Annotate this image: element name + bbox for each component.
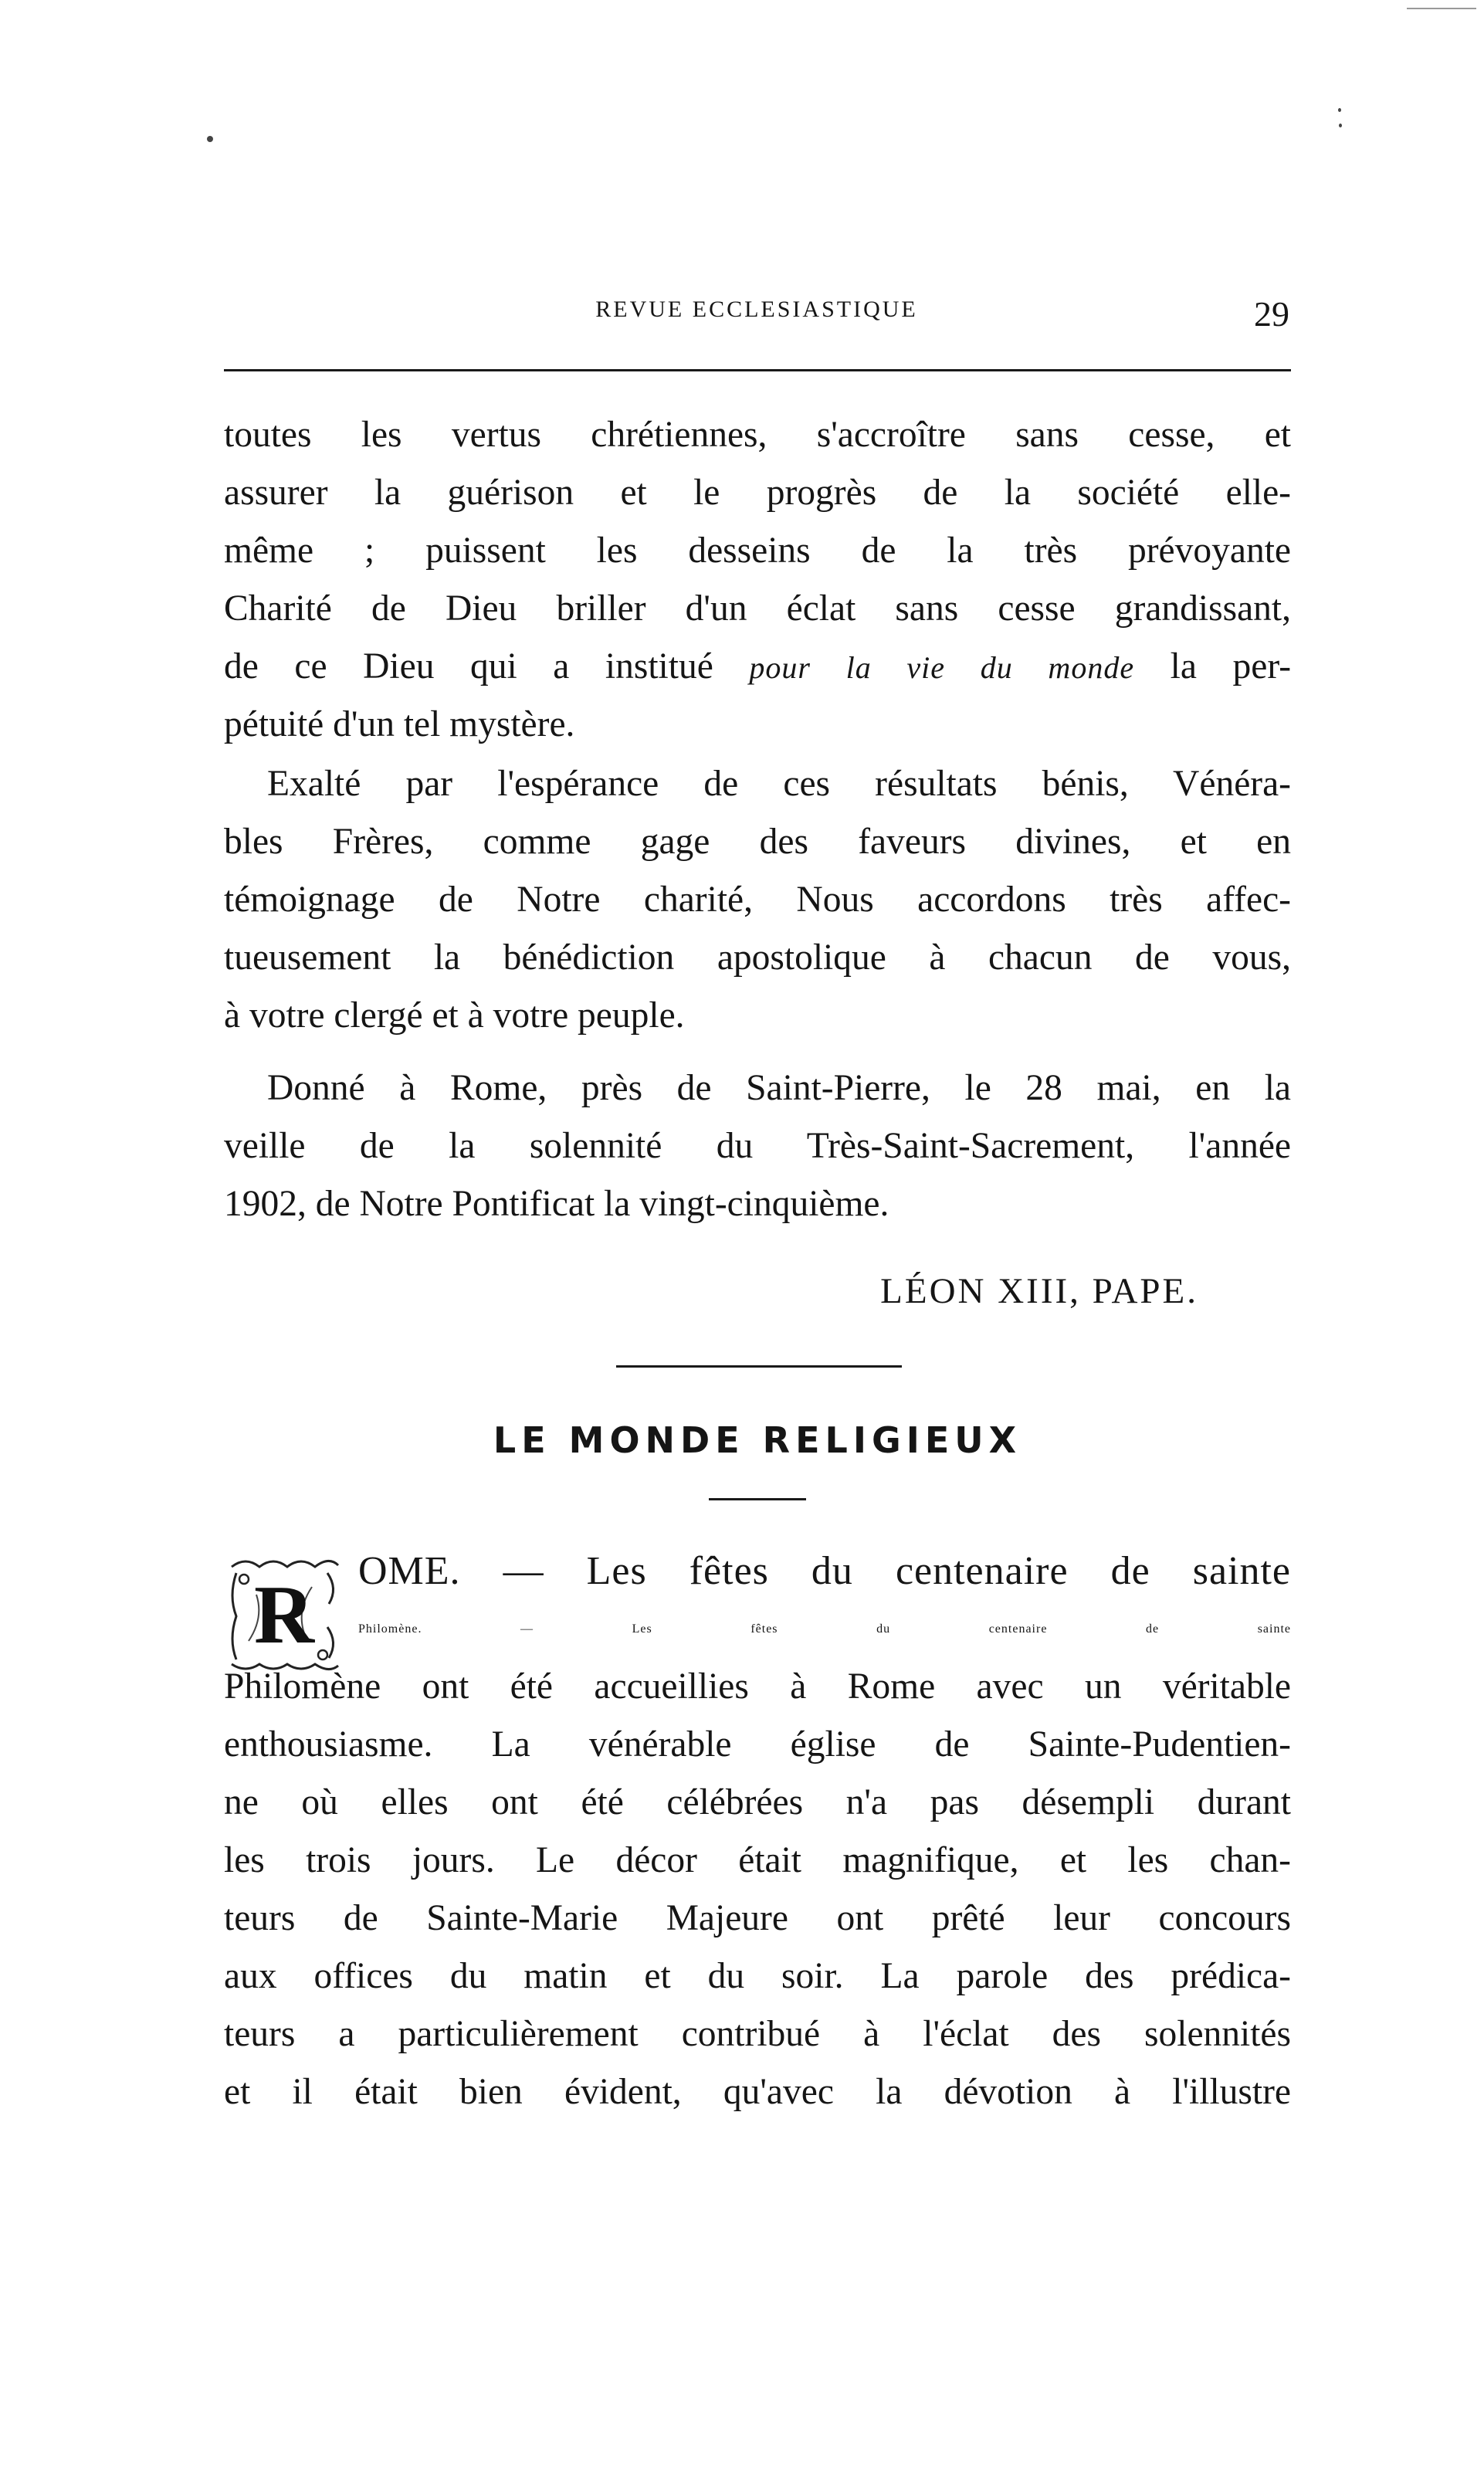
- text-line: Charité de Dieu briller d'un éclat sans cesse grandissant,: [224, 588, 1291, 629]
- paragraph-1: [224, 406, 1291, 754]
- text-line: toutes les vertus chrétiennes, s'accroître sans cesse, et: [224, 415, 1291, 455]
- section-body: [224, 1658, 1291, 2121]
- paragraph-3: [224, 1059, 1291, 1233]
- text-line: pétuité d'un tel mystère.: [224, 704, 575, 744]
- text-line: ne où elles ont été célébrées n'a pas désempli durant: [224, 1782, 1291, 1822]
- text-line: tueusement la bénédiction apostolique à chacun de vous,: [224, 937, 1291, 978]
- text-line: aux offices du matin et du soir. La parole des prédica-: [224, 1956, 1291, 1996]
- section-title: LE MONDE RELIGIEUX: [493, 1419, 1022, 1461]
- text-line: assurer la guérison et le progrès de la société elle-: [224, 473, 1291, 513]
- text-line: 1902, de Notre Pontificat la vingt-cinquième.: [224, 1184, 889, 1224]
- paragraph-2: [224, 755, 1291, 1045]
- header-rule: [224, 369, 1291, 371]
- running-head: [224, 293, 1289, 340]
- text-line: Philomène ont été accueillies à Rome avec un véritable: [224, 1666, 1291, 1707]
- scan-speck: [207, 136, 213, 142]
- text-line: bles Frères, comme gage des faveurs divines, et en: [224, 822, 1291, 862]
- text-run: de ce Dieu qui a institué: [224, 646, 713, 686]
- lead-heading: OME. — Les fêtes du centenaire de sainte: [358, 1549, 1291, 1593]
- scan-speck: [1338, 108, 1341, 112]
- running-title: REVUE ECCLESIASTIQUE: [595, 297, 918, 322]
- text-line: veille de la solennité du Très-Saint-Sacrement, l'année: [224, 1126, 1291, 1166]
- lead-subheading: Philomène. —: [358, 1622, 534, 1636]
- text-line: à votre clergé et à votre peuple.: [224, 995, 685, 1036]
- drop-cap-ornament: [225, 1556, 343, 1672]
- scan-speck: [1339, 124, 1342, 127]
- text-line: Exalté par l'espérance de ces résultats bénis, Vénéra-: [267, 764, 1291, 804]
- text-line: et il était bien évident, qu'avec la dévotion à l'illustre: [224, 2072, 1291, 2112]
- text-run: Les fêtes du centenaire de sainte: [632, 1622, 1292, 1636]
- text-line: teurs de Sainte-Marie Majeure ont prêté leur concours: [224, 1898, 1291, 1938]
- page-number: 29: [1254, 294, 1289, 334]
- text-run: la per-: [1170, 646, 1292, 686]
- scan-edge-mark: [1407, 8, 1476, 9]
- title-underline: [709, 1498, 806, 1500]
- text-line: [224, 638, 1291, 696]
- text-line: Donné à Rome, près de Saint-Pierre, le 28 mai, en la: [267, 1068, 1291, 1108]
- text-line: même ; puissent les desseins de la très prévoyante: [224, 531, 1291, 571]
- drop-cap-letter: R: [254, 1569, 314, 1661]
- text-line: teurs a particulièrement contribué à l'éclat des solennités: [224, 2014, 1291, 2054]
- text-line: enthousiasme. La vénérable église de Sainte-Pudentien-: [224, 1724, 1291, 1765]
- section-divider: [616, 1365, 902, 1368]
- text-line: les trois jours. Le décor était magnifique, et les chan-: [224, 1840, 1291, 1880]
- ornament-r-icon: [225, 1556, 343, 1672]
- text-line: [358, 1600, 1291, 1658]
- lead-lines: [358, 1542, 1291, 1658]
- text-line: témoignage de Notre charité, Nous accordons très affec-: [224, 880, 1291, 920]
- italic-quote: pour la vie du monde: [749, 650, 1135, 685]
- signature: LÉON XIII, PAPE.: [880, 1271, 1198, 1311]
